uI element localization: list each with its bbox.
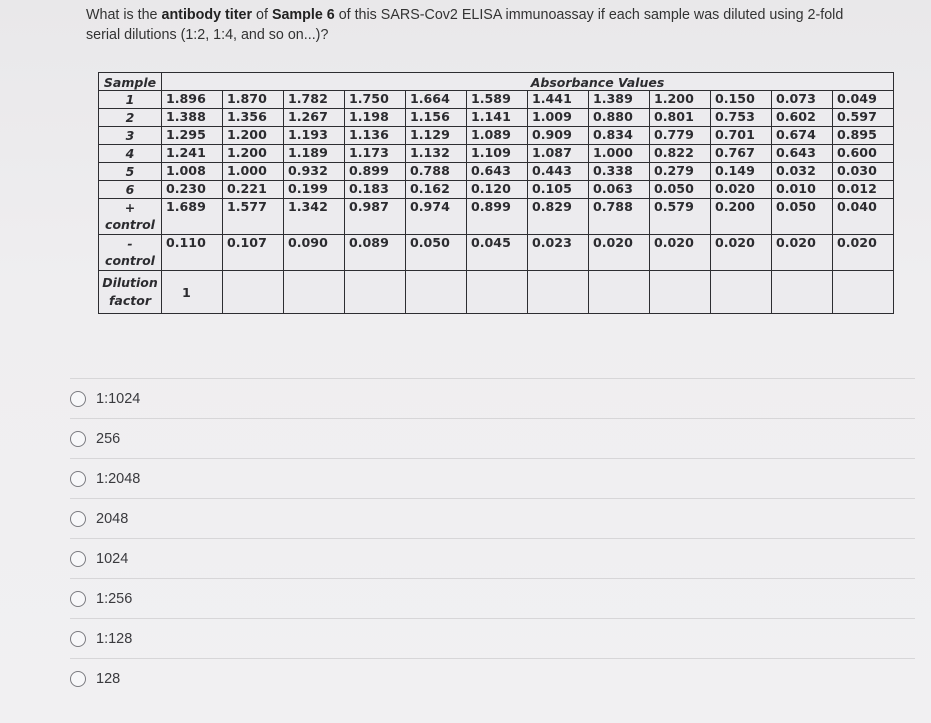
radio-button-icon[interactable] <box>70 511 86 527</box>
absorbance-cell: 0.279 <box>650 163 711 181</box>
absorbance-cell: 0.829 <box>528 199 589 235</box>
absorbance-cell: 0.049 <box>833 91 894 109</box>
absorbance-cell: 0.834 <box>589 127 650 145</box>
absorbance-cell: 1.389 <box>589 91 650 109</box>
dilution-cell <box>711 271 772 314</box>
absorbance-cell: 0.149 <box>711 163 772 181</box>
question-text <box>86 5 866 45</box>
absorbance-cell: 0.880 <box>589 109 650 127</box>
absorbance-cell: 1.388 <box>162 109 223 127</box>
absorbance-cell: 1.896 <box>162 91 223 109</box>
radio-button-icon[interactable] <box>70 391 86 407</box>
sample-label: 1 <box>99 91 162 109</box>
absorbance-cell: 1.008 <box>162 163 223 181</box>
control-text: control <box>105 253 155 268</box>
answer-option[interactable] <box>70 658 915 699</box>
absorbance-cell: 0.050 <box>772 199 833 235</box>
absorbance-cell: 0.767 <box>711 145 772 163</box>
absorbance-cell: 0.050 <box>650 181 711 199</box>
absorbance-cell: 0.230 <box>162 181 223 199</box>
absorbance-cell: 0.643 <box>467 163 528 181</box>
absorbance-cell: 0.932 <box>284 163 345 181</box>
answer-option[interactable] <box>70 618 915 659</box>
absorbance-cell: 1.295 <box>162 127 223 145</box>
answer-option[interactable] <box>70 538 915 579</box>
absorbance-cell: 0.779 <box>650 127 711 145</box>
absorbance-cell: 0.801 <box>650 109 711 127</box>
option-label: 1:1024 <box>96 391 141 407</box>
table-row <box>99 127 894 145</box>
absorbance-cell: 1.000 <box>223 163 284 181</box>
dilution-cell <box>650 271 711 314</box>
table-row <box>99 109 894 127</box>
sample-label: 5 <box>99 163 162 181</box>
absorbance-cell: 1.870 <box>223 91 284 109</box>
dilution-cell <box>772 271 833 314</box>
absorbance-cell: 0.162 <box>406 181 467 199</box>
absorbance-cell: 0.090 <box>284 235 345 271</box>
absorbance-cell: 0.107 <box>223 235 284 271</box>
option-label: 1024 <box>96 551 129 567</box>
control-text: control <box>105 217 155 232</box>
absorbance-cell: 1.173 <box>345 145 406 163</box>
absorbance-cell: 0.012 <box>833 181 894 199</box>
dilution-cell <box>467 271 528 314</box>
absorbance-cell: 1.441 <box>528 91 589 109</box>
table-header-row <box>99 73 894 91</box>
absorbance-cell: 0.788 <box>589 199 650 235</box>
option-label: 1:2048 <box>96 471 141 487</box>
option-label: 128 <box>96 671 121 687</box>
table-row <box>99 163 894 181</box>
absorbance-cell: 0.674 <box>772 127 833 145</box>
absorbance-cell: 0.643 <box>772 145 833 163</box>
absorbance-cell: 0.974 <box>406 199 467 235</box>
option-label: 2048 <box>96 511 129 527</box>
absorbance-cell: 1.129 <box>406 127 467 145</box>
absorbance-cell: 0.020 <box>711 181 772 199</box>
dilution-cell <box>284 271 345 314</box>
absorbance-cell: 1.267 <box>284 109 345 127</box>
sample-header: Sample <box>99 73 162 91</box>
answer-option[interactable] <box>70 418 915 459</box>
absorbance-cell: 0.020 <box>589 235 650 271</box>
dilution-cell <box>833 271 894 314</box>
sample-label <box>99 235 162 271</box>
absorbance-cell: 0.788 <box>406 163 467 181</box>
absorbance-cell: 1.109 <box>467 145 528 163</box>
absorbance-cell: 1.577 <box>223 199 284 235</box>
absorbance-cell: 1.009 <box>528 109 589 127</box>
dilution-cell: 1 <box>162 271 223 314</box>
option-label: 256 <box>96 431 121 447</box>
absorbance-cell: 1.000 <box>589 145 650 163</box>
absorbance-cell: 0.199 <box>284 181 345 199</box>
absorbance-cell: 0.987 <box>345 199 406 235</box>
table-row <box>99 91 894 109</box>
option-label: 1:128 <box>96 631 133 647</box>
question-part: of this SARS-Cov2 ELISA immunoassay if each sample was diluted using 2-fold serial dilutions (1:2, 1:4, and so on...)? <box>86 7 844 43</box>
absorbance-cell: 1.241 <box>162 145 223 163</box>
radio-button-icon[interactable] <box>70 671 86 687</box>
dilution-cell <box>528 271 589 314</box>
question-part: of <box>252 7 272 23</box>
question-part: What is the <box>86 7 162 23</box>
absorbance-cell: 1.750 <box>345 91 406 109</box>
absorbance-table <box>98 72 894 314</box>
absorbance-cell: 1.189 <box>284 145 345 163</box>
radio-button-icon[interactable] <box>70 631 86 647</box>
absorbance-cell: 1.193 <box>284 127 345 145</box>
absorbance-cell: 0.899 <box>467 199 528 235</box>
absorbance-cell: 1.356 <box>223 109 284 127</box>
absorbance-cell: 0.050 <box>406 235 467 271</box>
absorbance-cell: 0.602 <box>772 109 833 127</box>
dilution-cell <box>345 271 406 314</box>
radio-button-icon[interactable] <box>70 591 86 607</box>
absorbance-cell: 0.183 <box>345 181 406 199</box>
absorbance-cell: 0.089 <box>345 235 406 271</box>
absorbance-cell: 0.030 <box>833 163 894 181</box>
absorbance-cell: 0.032 <box>772 163 833 181</box>
absorbance-cell: 1.136 <box>345 127 406 145</box>
absorbance-cell: 0.701 <box>711 127 772 145</box>
dilution-row <box>99 271 894 314</box>
absorbance-cell: 0.120 <box>467 181 528 199</box>
absorbance-table-image <box>98 72 894 314</box>
absorbance-cell: 0.040 <box>833 199 894 235</box>
table-row <box>99 235 894 271</box>
absorbance-cell: 1.200 <box>650 91 711 109</box>
absorbance-cell: 1.664 <box>406 91 467 109</box>
sample-label: 3 <box>99 127 162 145</box>
absorbance-cell: 1.141 <box>467 109 528 127</box>
absorbance-cell: 0.579 <box>650 199 711 235</box>
radio-button-icon[interactable] <box>70 551 86 567</box>
absorbance-cell: 0.822 <box>650 145 711 163</box>
absorbance-cell: 0.063 <box>589 181 650 199</box>
absorbance-cell: 0.045 <box>467 235 528 271</box>
absorbance-cell: 1.200 <box>223 127 284 145</box>
absorbance-cell: 1.689 <box>162 199 223 235</box>
absorbance-cell: 1.342 <box>284 199 345 235</box>
absorbance-header: Absorbance Values <box>162 73 894 91</box>
sample-label: 2 <box>99 109 162 127</box>
absorbance-cell: 0.909 <box>528 127 589 145</box>
control-symbol: - <box>127 236 133 251</box>
absorbance-cell: 1.200 <box>223 145 284 163</box>
sample-label: 4 <box>99 145 162 163</box>
absorbance-cell: 1.198 <box>345 109 406 127</box>
answer-option[interactable] <box>70 378 915 419</box>
table-row <box>99 145 894 163</box>
absorbance-cell: 0.338 <box>589 163 650 181</box>
absorbance-cell: 0.150 <box>711 91 772 109</box>
question-emphasis: Sample 6 <box>271 7 335 23</box>
absorbance-cell: 0.221 <box>223 181 284 199</box>
table-row <box>99 181 894 199</box>
answer-option[interactable] <box>70 498 915 539</box>
absorbance-cell: 0.020 <box>833 235 894 271</box>
absorbance-cell: 0.023 <box>528 235 589 271</box>
absorbance-cell: 0.020 <box>650 235 711 271</box>
control-symbol: + <box>124 200 136 215</box>
absorbance-cell: 1.782 <box>284 91 345 109</box>
absorbance-cell: 1.132 <box>406 145 467 163</box>
absorbance-cell: 0.020 <box>772 235 833 271</box>
dilution-cell <box>589 271 650 314</box>
absorbance-cell: 1.087 <box>528 145 589 163</box>
sample-label: 6 <box>99 181 162 199</box>
absorbance-cell: 0.020 <box>711 235 772 271</box>
question-emphasis: antibody titer <box>161 7 253 23</box>
absorbance-cell: 0.010 <box>772 181 833 199</box>
absorbance-cell: 0.753 <box>711 109 772 127</box>
absorbance-cell: 1.589 <box>467 91 528 109</box>
absorbance-cell: 0.443 <box>528 163 589 181</box>
dilution-cell <box>223 271 284 314</box>
absorbance-cell: 0.073 <box>772 91 833 109</box>
radio-button-icon[interactable] <box>70 431 86 447</box>
absorbance-cell: 0.110 <box>162 235 223 271</box>
absorbance-cell: 1.089 <box>467 127 528 145</box>
absorbance-cell: 0.895 <box>833 127 894 145</box>
dilution-factor-label: Dilution factor <box>99 271 162 314</box>
option-label: 1:256 <box>96 591 133 607</box>
absorbance-cell: 1.156 <box>406 109 467 127</box>
absorbance-cell: 0.899 <box>345 163 406 181</box>
table-row <box>99 199 894 235</box>
absorbance-cell: 0.600 <box>833 145 894 163</box>
absorbance-cell: 0.200 <box>711 199 772 235</box>
answer-option[interactable] <box>70 458 915 499</box>
sample-label <box>99 199 162 235</box>
dilution-cell <box>406 271 467 314</box>
radio-button-icon[interactable] <box>70 471 86 487</box>
absorbance-cell: 0.597 <box>833 109 894 127</box>
answer-option[interactable] <box>70 578 915 619</box>
absorbance-cell: 0.105 <box>528 181 589 199</box>
